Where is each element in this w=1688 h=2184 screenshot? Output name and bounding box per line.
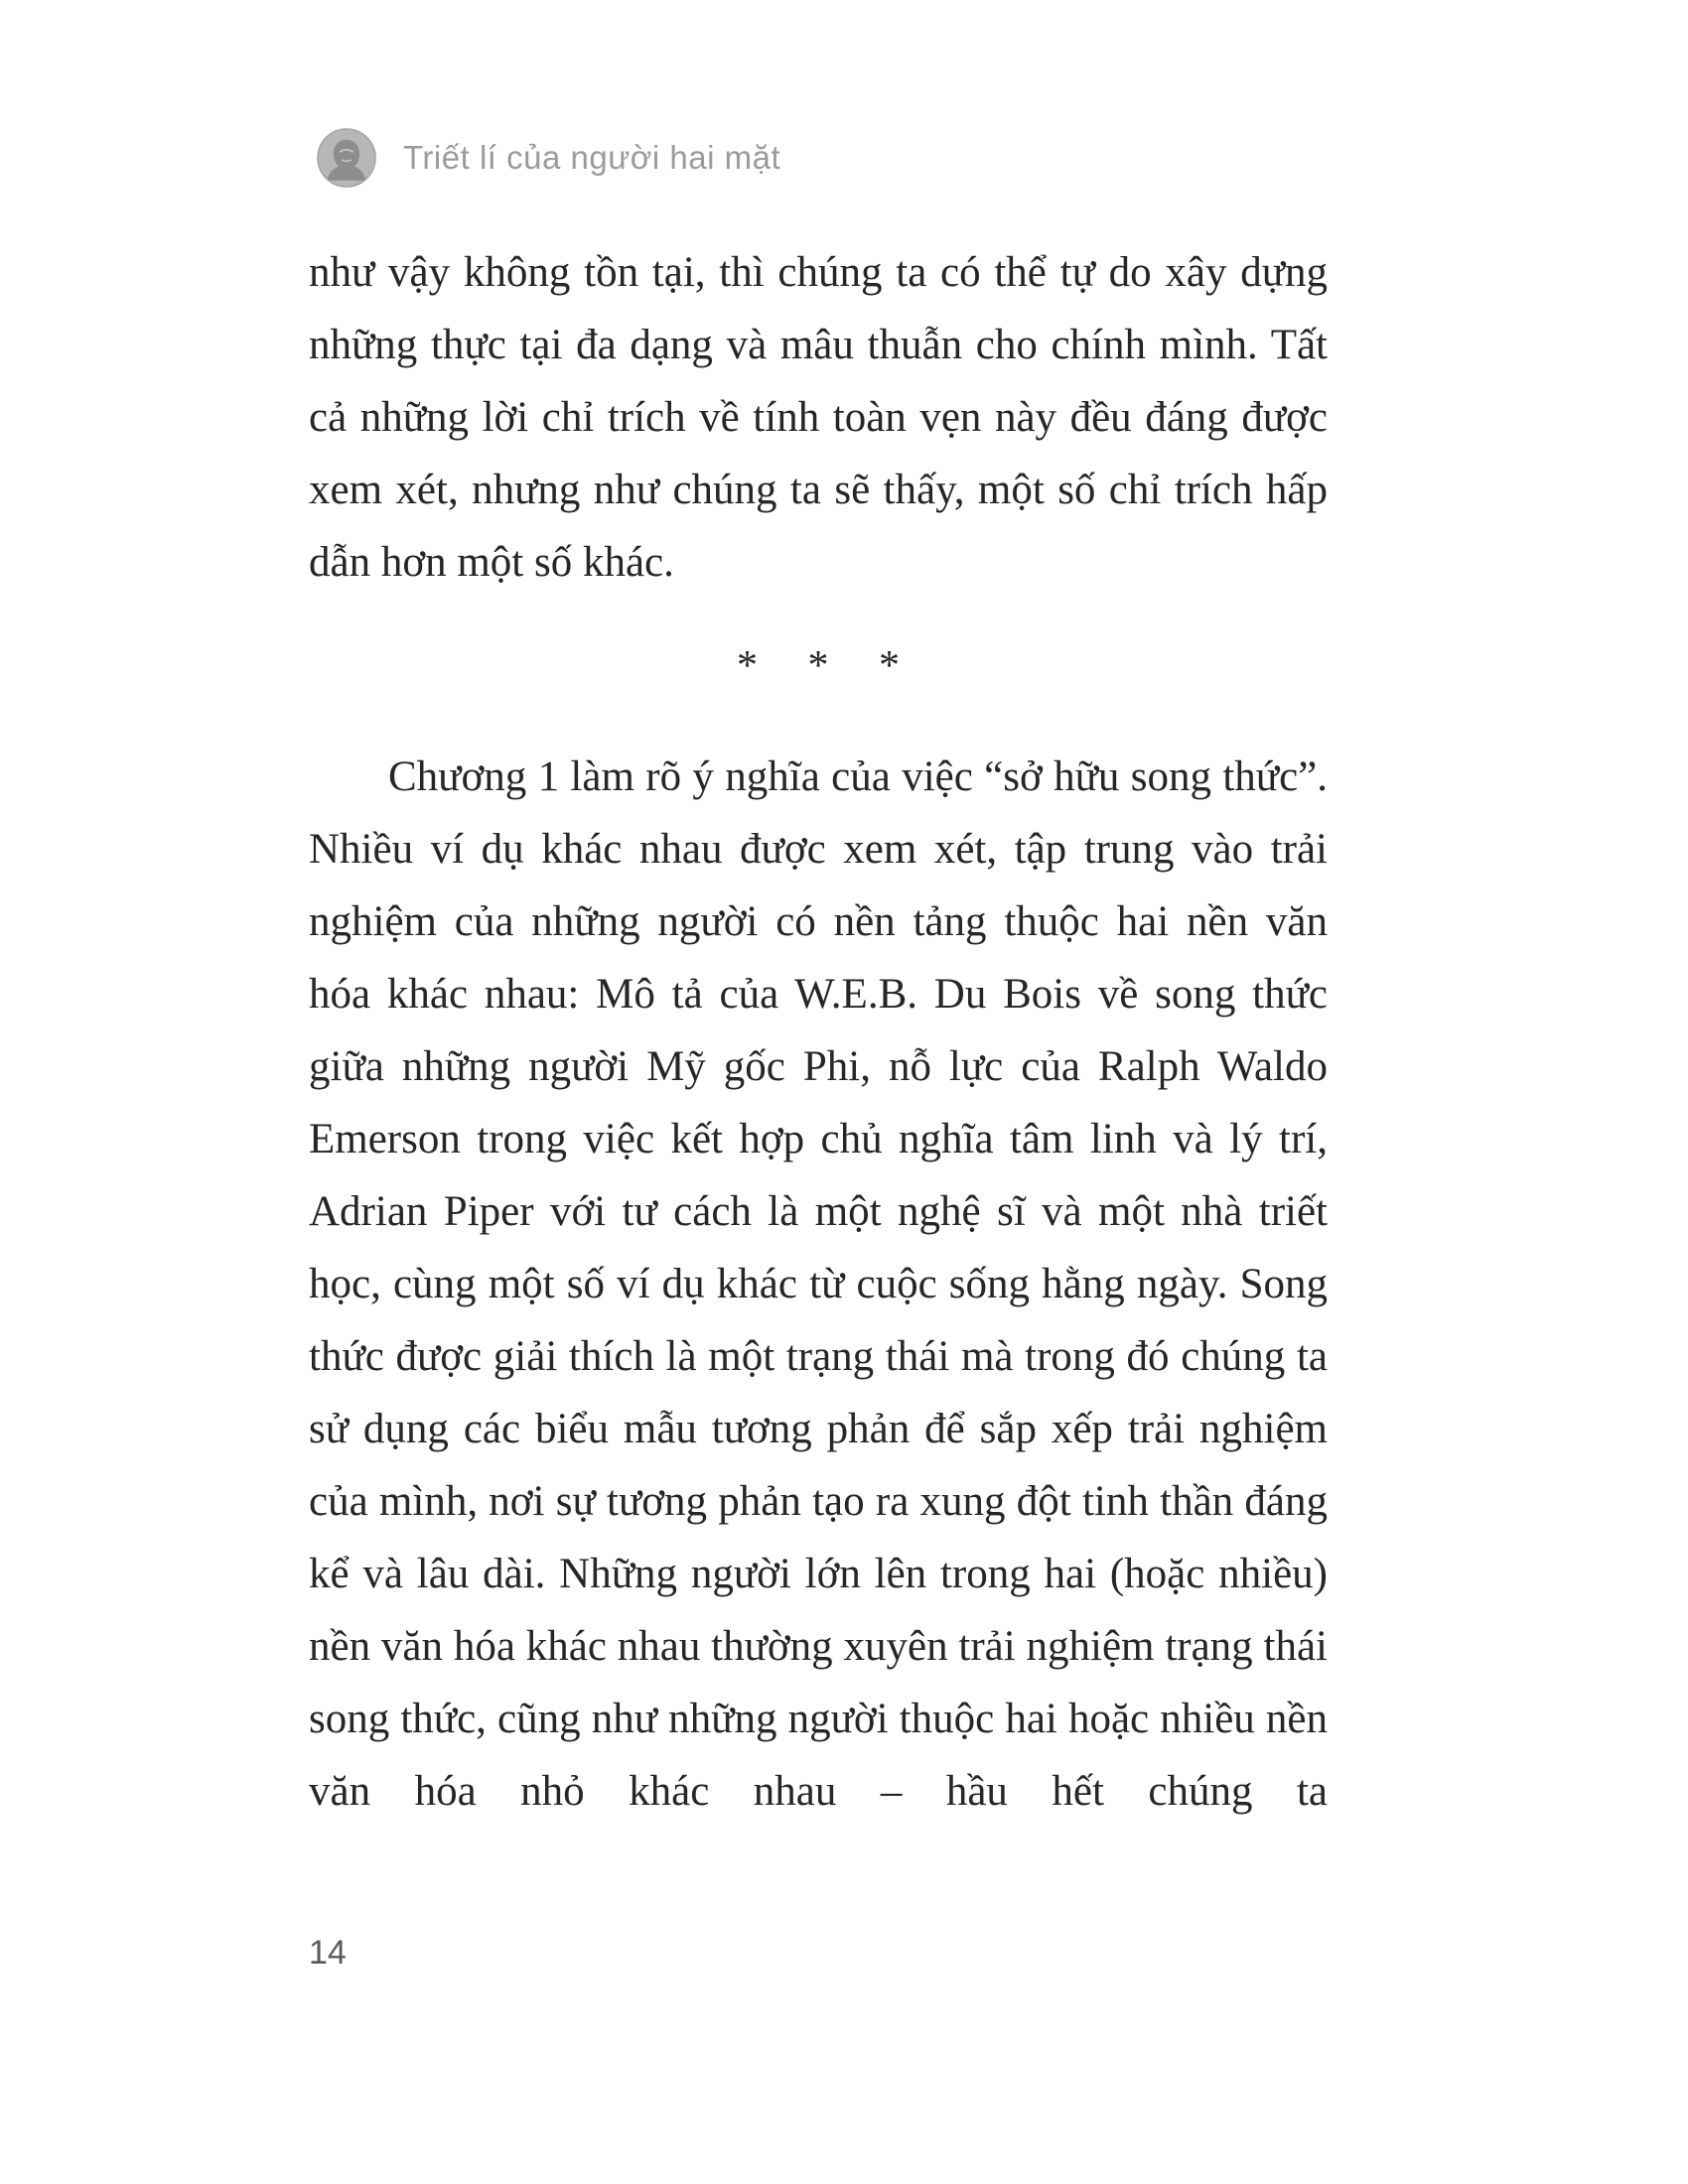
paragraph-chapter-summary: Chương 1 làm rõ ý nghĩa của việc “sở hữu song thức”. Nhiều ví dụ khác nhau được xem xét, tập trung vào trải nghiệm của những người có nền tảng thuộc hai nền văn hóa khác nhau: Mô tả của W.E.B. Du Bois về song thức giữa những người Mỹ gốc Phi, nỗ lực của Ralph Waldo Emerson trong việc kết hợp chủ nghĩa tâm linh và lý trí, Adrian Piper với tư cách là một nghệ sĩ và một nhà triết học, cùng một số ví dụ khác từ cuộc sống hằng ngày. Song thức được giải thích là một trạng thái mà trong đó chúng ta sử dụng các biểu mẫu tương phản để sắp xếp trải nghiệm của mình, nơi sự tương phản tạo ra xung đột tinh thần đáng kể và lâu dài. Những người lớn lên trong hai (hoặc nhiều) nền văn hóa khác nhau thường xuyên trải nghiệm trạng thái song thức, cũng như những người thuộc hai hoặc nhiều nền văn hóa nhỏ khác nhau – hầu hết chúng ta [309, 753, 1328, 1815]
running-head-title: Triết lí của người hai mặt [403, 139, 781, 176]
body-text-block [309, 236, 1328, 1828]
running-header [316, 127, 780, 189]
section-separator: * * * [737, 643, 919, 689]
page-number: 14 [309, 1934, 347, 1972]
paragraph-continuation: như vậy không tồn tại, thì chúng ta có thể tự do xây dựng những thực tại đa dạng và mâu thuẫn cho chính mình. Tất cả những lời chỉ trích về tính toàn vẹn này đều đáng được xem xét, nhưng như chúng ta sẽ thấy, một số chỉ trích hấp dẫn hơn một số khác. [309, 249, 1328, 586]
portrait-logo-icon [316, 127, 377, 189]
